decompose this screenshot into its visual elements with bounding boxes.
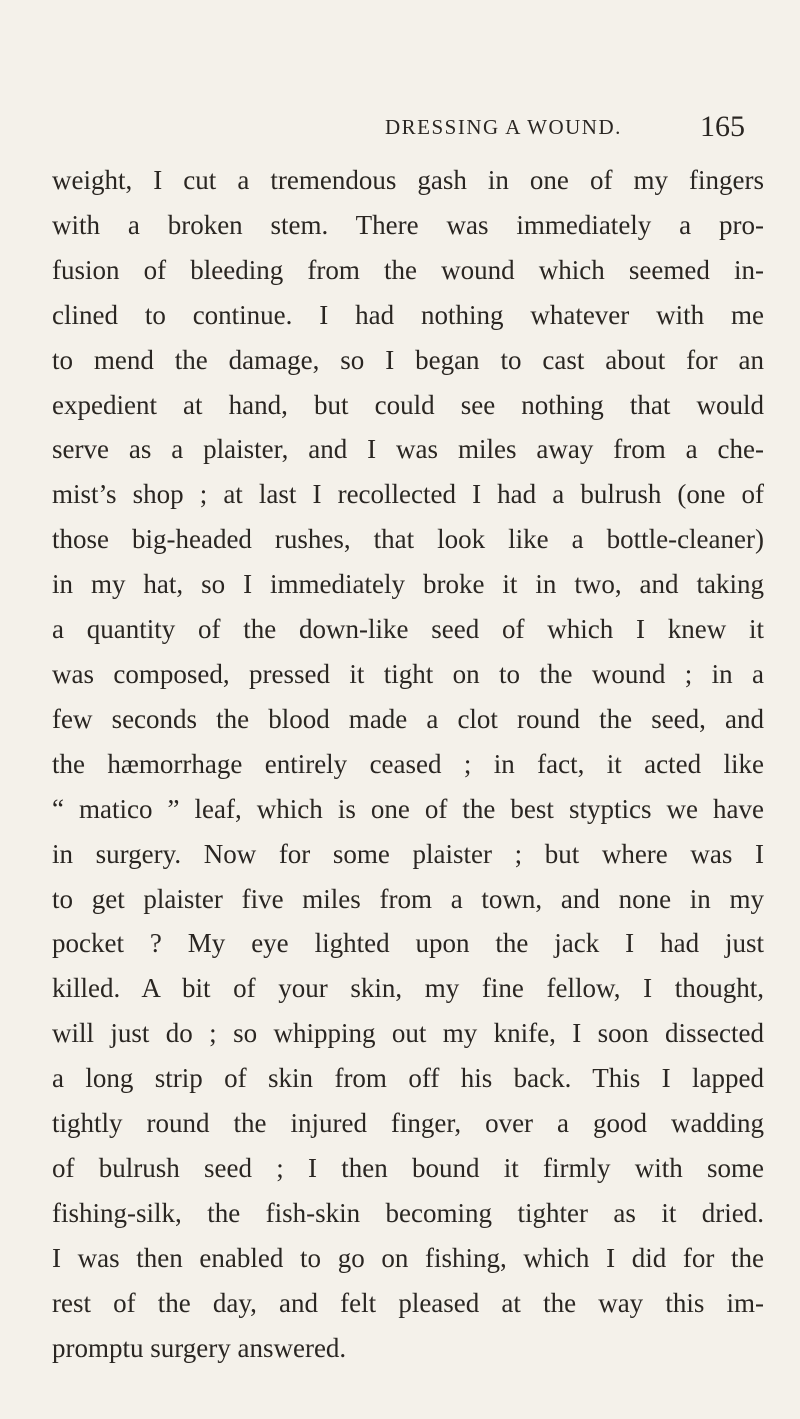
- text-line: fishing-silk, the fish-skin becoming tighter as it dried.: [52, 1197, 764, 1228]
- text-line: pocket ? My eye lighted upon the jack I had just: [52, 928, 764, 959]
- text-line: weight, I cut a tremendous gash in one of my fingers: [52, 165, 764, 195]
- text-line: of bulrush seed ; I then bound it firmly with some: [52, 1152, 764, 1183]
- text-line: will just do ; so whipping out my knife, I soon dissected: [52, 1018, 764, 1049]
- text-line: in surgery. Now for some plaister ; but where was I: [52, 838, 764, 869]
- text-line: I was then enabled to go on fishing, which I did for the: [52, 1242, 764, 1273]
- text-line: clined to continue. I had nothing whatever with me: [52, 299, 764, 330]
- body-text: [52, 158, 764, 1370]
- text-line: a long strip of skin from off his back. This I lapped: [52, 1063, 764, 1094]
- text-line: those big-headed rushes, that look like a bottle-cleaner): [52, 524, 764, 555]
- text-line: a quantity of the down-like seed of which I knew it: [52, 614, 764, 645]
- text-line: expedient at hand, but could see nothing that would: [52, 389, 764, 420]
- text-line: was composed, pressed it tight on to the wound ; in a: [52, 658, 764, 689]
- text-line: few seconds the blood made a clot round the seed, and: [52, 703, 764, 734]
- text-line: killed. A bit of your skin, my fine fellow, I thought,: [52, 973, 764, 1004]
- running-head: [0, 111, 800, 151]
- text-line: tightly round the injured finger, over a good wadding: [52, 1108, 764, 1139]
- text-line: fusion of bleeding from the wound which seemed in-: [52, 254, 764, 285]
- text-line: with a broken stem. There was immediately a pro-: [52, 209, 764, 240]
- text-line: rest of the day, and felt pleased at the way this im-: [52, 1287, 764, 1318]
- text-line: in my hat, so I immediately broke it in two, and taking: [52, 569, 764, 600]
- text-line: serve as a plaister, and I was miles away from a che-: [52, 434, 764, 465]
- text-line: mist’s shop ; at last I recollected I had a bulrush (one of: [52, 479, 764, 510]
- text-line: to mend the damage, so I began to cast about for an: [52, 344, 764, 375]
- running-title: DRESSING A WOUND.: [385, 115, 622, 139]
- text-line: the hæmorrhage entirely ceased ; in fact, it acted like: [52, 748, 764, 779]
- text-line: to get plaister five miles from a town, and none in my: [52, 883, 764, 914]
- page-number: 165: [700, 110, 745, 143]
- text-line: “ matico ” leaf, which is one of the best styptics we have: [52, 793, 764, 824]
- text-line: promptu surgery answered.: [52, 1332, 347, 1363]
